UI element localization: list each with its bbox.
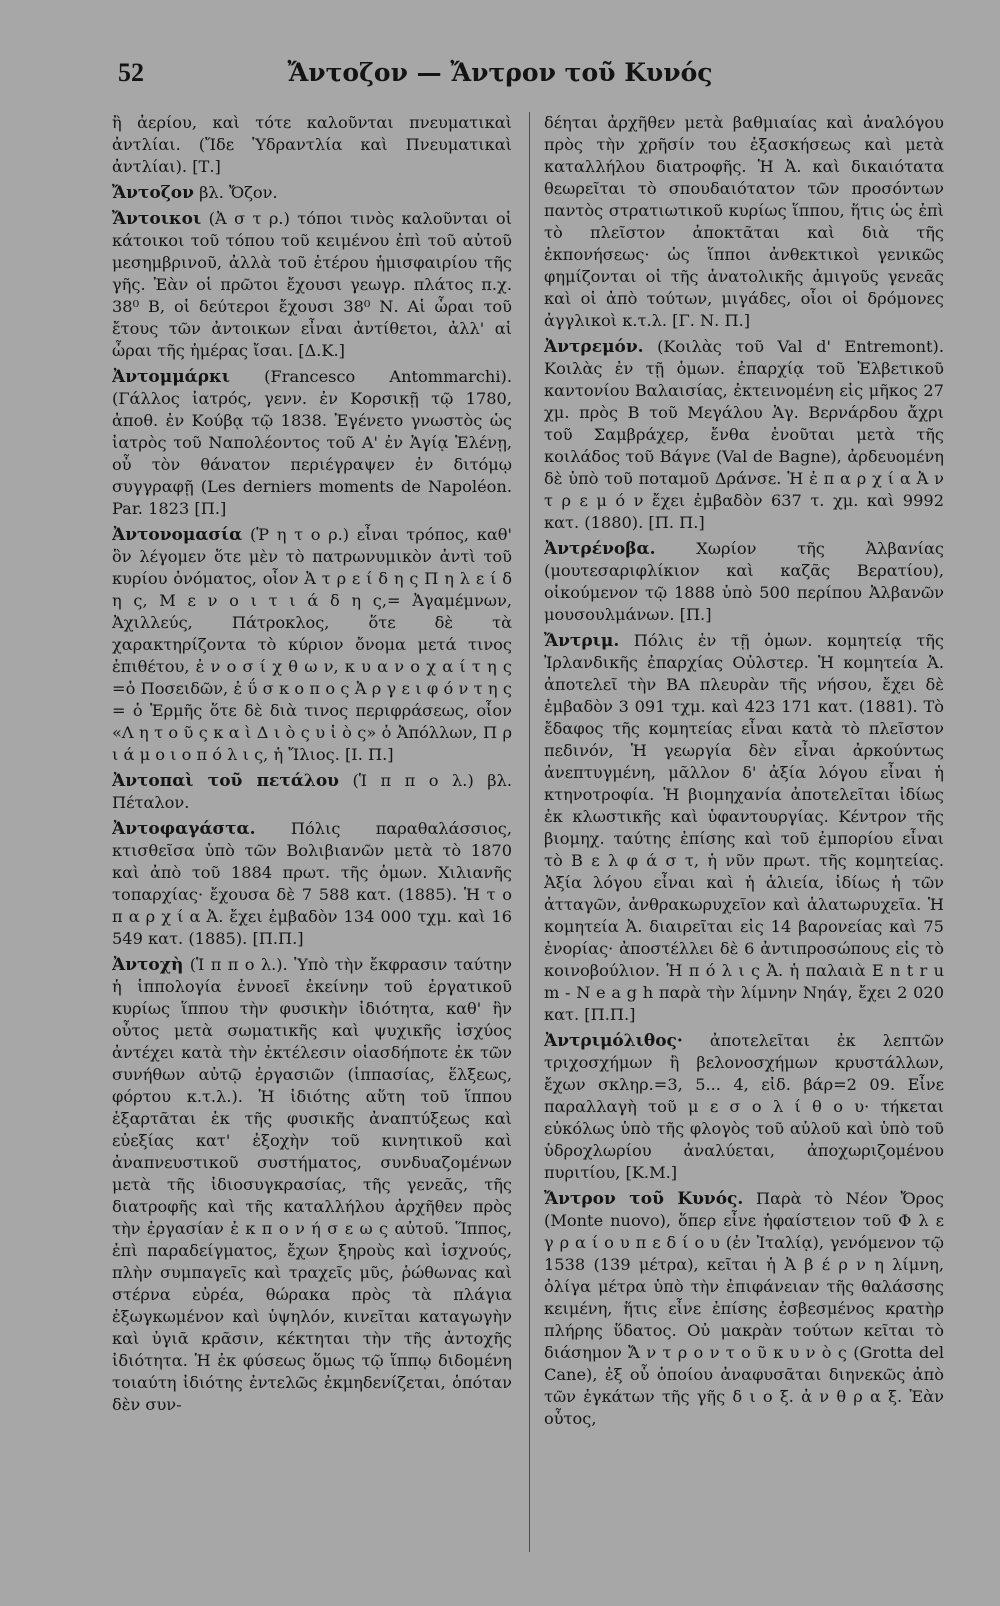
entry-text: βλ. Ὄζον. xyxy=(199,183,278,202)
entry-headword: Ἄντρον τοῦ Κυνός. xyxy=(544,1189,744,1209)
dictionary-entry xyxy=(112,954,512,1416)
running-head: Ἄντοζον — Ἄντρον τοῦ Κυνός xyxy=(287,58,713,87)
dictionary-entry xyxy=(544,630,944,1026)
entry-continuation xyxy=(112,112,512,178)
dictionary-entry xyxy=(112,770,512,814)
page-header xyxy=(0,48,1000,96)
entry-text: (Francesco Antommarchi). (Γάλλος ἰατρός, γενν. ἐν Κορσικῇ τῷ 1780, ἀποθ. ἐν Κούβᾳ τῷ 1838. Ἐγένετο γνωστὸς ὡς ἰατρὸς τοῦ Ναπολέοντος τοῦ Α' ἐν Ἁγίᾳ Ἑλένῃ, οὗ τὸν θάνατον περιέγραψεν ἐν διτόμῳ συγγραφῇ (Les derniers moments de Napoléon. Par. 1823 [Π.] xyxy=(112,367,512,518)
dictionary-entry xyxy=(112,182,512,204)
entry-headword: Ἀντριμόλιθος· xyxy=(544,1031,683,1051)
entry-headword: Ἀντοχὴ xyxy=(112,955,184,975)
entry-headword: Ἀντρεμόν. xyxy=(544,337,644,357)
entry-text: ἀποτελεῖται ἐκ λεπτῶν τριχοσχήμων ἢ βελονοσχήμων κρυστάλλων, ἔχων σκληρ.=3, 5... 4, εἰδ. βάρ=2 09. Εἶνε παραλλαγὴ τοῦ μ ε σ ο λ ί θ ο υ· τήκεται εὐκόλως ὑπὸ τῆς φλογὸς τοῦ αὐλοῦ καὶ ὑπὸ τοῦ ὑδροχλωρίου ἀναλύεται, ἀποχωριζομένου πυριτίου, [Κ.Μ.] xyxy=(544,1031,944,1182)
entry-headword: Ἀντρένοβα. xyxy=(544,539,656,559)
entry-text: (Ἱ π π ο λ.) βλ. Πέταλον. xyxy=(112,771,512,812)
left-column xyxy=(112,112,512,1552)
dictionary-entry xyxy=(112,366,512,520)
entry-headword: Ἀντομμάρκι xyxy=(112,367,231,387)
entry-text: (Ἀ σ τ ρ.) τόποι τινὸς καλοῦνται οἱ κάτοικοι τοῦ τόπου τοῦ κειμένου ἐπὶ τοῦ αὐτοῦ μεσημβρινοῦ, ἀλλὰ τοῦ ἑτέρου ἡμισφαιρίου τῆς γῆς. Ἐὰν οἱ πρῶτοι ἔχουσι γεωγρ. πλάτος π.χ. 38⁰ Β, οἱ δεύτεροι ἔχουσι 38⁰ Ν. Αἱ ὧραι τοῦ ἔτους τῶν ἀντοικων εἶναι ἀντίθετοι, ἀλλ' αἱ ὧραι τῆς ἡμέρας ἴσαι. [Δ.Κ.] xyxy=(112,209,512,360)
page-number: 52 xyxy=(118,58,144,87)
entry-continuation xyxy=(544,112,944,332)
entry-headword: Ἀντονομασία xyxy=(112,525,243,545)
entry-text: ἢ ἀερίου, καὶ τότε καλοῦνται πνευματικαὶ ἀντλίαι. (Ἴδε Ὑδραντλία καὶ Πνευματικαὶ ἀντλίαι). [Τ.] xyxy=(112,113,512,176)
entry-text: Πόλις παραθαλάσσιος, κτισθεῖσα ὑπὸ τῶν Βολιβιανῶν μετὰ τὸ 1870 καὶ ἀπὸ τοῦ 1884 πρωτ. τῆς ὁμων. Χιλιανῆς τοπαρχίας· ἔχουσα δὲ 7 588 κατ. (1885). Ἡ τ ο π α ρ χ ί α Ἀ. ἔχει ἐμβαδὸν 134 000 τχμ. καὶ 16 549 κατ. (1885). [Π.Π.] xyxy=(112,819,512,948)
dictionary-entry xyxy=(544,1188,944,1430)
entry-text: Πόλις ἐν τῇ ὁμων. κομητείᾳ τῆς Ἰρλανδικῆς ἐπαρχίας Οὐλστερ. Ἡ κομητεία Ἀ. ἀποτελεῖ τὴν ΒΑ πλευρὰν τῆς νήσου, ἔχει δὲ ἐμβαδὸν 3 091 τχμ. καὶ 423 171 κατ. (1881). Τὸ ἔδαφος τῆς κομητείας εἶναι κατὰ τὸ πλεῖστον πεδινόν, Ἡ γεωργία δὲν εἶναι ἀρκούντως ἀνεπτυγμένη, μᾶλλον δ' ἀξία λόγου εἶναι ἡ κτηνοτροφία. Ἡ βιομηχανία ἀποτελεῖται ἰδίως ἐκ κλωστικῆς καὶ ὑφαντουργίας. Κέντρον τῆς βιομηχ. ταύτης ἐπίσης καὶ τοῦ ἐμπορίου εἶναι τὸ Β ε λ φ ά σ τ, ἡ νῦν πρωτ. τῆς κομητείας. Ἀξία λόγου εἶναι καὶ ἡ ἁλιεία, ἰδίως ἡ τῶν ἀτταγῶν, ἀνθρακωρυχεῖον καὶ ἁλατωρυχεῖα. Ἡ κομητεία Ἀ. διαιρεῖται εἰς 14 βαρονείας καὶ 75 ἐνορίας· ἀποστέλλει δὲ 6 ἀντιπροσώπους εἰς τὸ κοινοβούλιον. Ἡ π ό λ ι ς Ἀ. ἡ παλαιὰ E n t r u m - N e a g h παρὰ τὴν λίμνην Νηάγ, ἔχει 2 020 κατ. [Π.Π.] xyxy=(544,631,944,1024)
dictionary-entry xyxy=(544,538,944,626)
dictionary-entry xyxy=(112,818,512,950)
right-column xyxy=(544,112,944,1542)
entry-headword: Ἄντοζον xyxy=(112,183,194,203)
dictionary-entry xyxy=(112,208,512,362)
column-divider xyxy=(529,112,530,1552)
entry-text: (Ἱ π π ο λ.). Ὑπὸ τὴν ἔκφρασιν ταύτην ἡ ἱππολογία ἐννοεῖ ἐκείνην τοῦ ἐργατικοῦ κυρίως ἵππου τὴν φυσικὴν ἰδιότητα, καθ' ἣν οὗτος μετὰ σωματικῆς καὶ ψυχικῆς ἰσχύος ἀντέχει κατὰ τὴν ἐκτέλεσιν οἱασδήποτε ἐκ τῶν συνήθων αὐτῷ ἐργασιῶν (ἱππασίας, ἕλξεως, φόρτου κ.τ.λ.). Ἡ ἰδιότης αὕτη τοῦ ἵππου ἐξαρτᾶται ἐκ τῆς φυσικῆς ἀναπτύξεως καὶ εὐεξίας κατ' ἐξοχὴν τοῦ κινητικοῦ καὶ ἀναπνευστικοῦ συστήματος, συνδυαζομένων μετὰ τῆς ἰδιοσυγκρασίας, τῆς γενεᾶς, τῆς διατροφῆς καὶ τῆς καταλλήλου ἀρχῆθεν πρὸς τὴν ἐργασίαν ἐ κ π ο ν ή σ ε ω ς αὐτοῦ. Ἵππος, ἐπὶ παραδείγματος, ἔχων ξηροὺς καὶ ἰσχνούς, πλὴν συμπαγεῖς καὶ τραχεῖς μῦς, ῥώθωνας καὶ στέρνα εὐρέα, θώρακα πρὸς τὰ πλάγια ἐξωγκωμένον καὶ ὑψηλόν, κινεῖται καταγωγὴν καὶ ὑγιᾶ κρᾶσιν, κέκτηται τὴν τῆς ἀντοχῆς ἰδιότητα. Ἡ ἐκ φύσεως ὅμως τῷ ἵππῳ διδομένη τοιαύτη ἰδιότης ἐντελῶς ἐκμηδενίζεται, ὁπόταν δὲν συν- xyxy=(112,955,512,1414)
dictionary-entry xyxy=(544,336,944,534)
entry-text: (Κοιλὰς τοῦ Val d' Entremont). Κοιλὰς ἐν τῇ ὁμων. ἐπαρχίᾳ τοῦ Ἑλβετικοῦ καντονίου Βαλαισίας, ἐκτεινομένη εἰς μῆκος 27 χμ. πρὸς Β τοῦ Μεγάλου Ἁγ. Βερνάρδου ἄχρι τοῦ Σαμβράχερ, ἔνθα ἑνοῦται μετὰ τῆς κοιλάδος τοῦ Βάγνε (Val de Bagne), ἀρδευομένη δὲ ὑπὸ τοῦ ποταμοῦ Δράνσε. Ἡ ἐ π α ρ χ ί α Ἀ ν τ ρ ε μ ό ν ἔχει ἐμβαδὸν 637 τ. χμ. καὶ 9992 κατ. (1880). [Π. Π.] xyxy=(544,337,944,532)
dictionary-entry xyxy=(544,1030,944,1184)
entry-text: δέηται ἀρχῆθεν μετὰ βαθμιαίας καὶ ἀναλόγου πρὸς τὴν χρῆσίν του ἐξασκήσεως καὶ μετὰ καταλλήλου διατροφῆς. Ἡ Ἀ. καὶ δικαιότατα θεωρεῖται τὸ σπουδαιότατον τῶν προσόντων παντὸς στρατιωτικοῦ κυρίως ἵππου, ἥτις ὡς ἐπὶ τὸ πλεῖστον ἀποκτᾶται καὶ διὰ τῆς ἐκπονήσεως· ὡς ἵπποι ἀνθεκτικοὶ γενικῶς φημίζονται οἱ τῆς ἀνατολικῆς ἀμιγοῦς γενεᾶς καὶ οἱ ἀπὸ τούτων, μιγάδες, οἷοι οἱ δρόμονες ἀγγλικοὶ κ.τ.λ. [Γ. Ν. Π.] xyxy=(544,113,944,330)
entry-text: Παρὰ τὸ Νέον Ὄρος (Monte nuovo), ὅπερ εἶνε ἡφαίστειον τοῦ Φ λ ε γ ρ α ί ο υ π ε δ ί ο υ (ἐν Ἰταλίᾳ), γενόμενον τῷ 1538 (139 μέτρα), κεῖται ἡ Ἀ β έ ρ ν η λίμνη, ὀλίγα μέτρα ὑπὸ τὴν ἐπιφάνειαν τῆς θαλάσσης κειμένη, ἥτις εἶνε ἐπίσης ἐσβεσμένος κρατὴρ πλήρης ὕδατος. Οὐ μακρὰν τούτων κεῖται τὸ διάσημον Ἄ ν τ ρ ο ν τ ο ῦ κ υ ν ὸ ς (Grotta del Cane), ἐξ οὗ ὁποίου ἀναφυσᾶται διηνεκῶς ἀπὸ τῶν ἐγκάτων τῆς γῆς δ ι ο ξ. ἀ ν θ ρ α ξ. Ἐὰν οὗτος, xyxy=(544,1189,944,1428)
entry-text: (Ῥ η τ ο ρ.) εἶναι τρόπος, καθ' ὃν λέγομεν ὅτε μὲν τὸ πατρωνυμικὸν ἀντὶ τοῦ κυρίου ὀνόματος, οἷον Ἀ τ ρ ε ί δ η ς Π η λ ε ί δ η ς, Μ ε ν ο ι τ ι ά δ η ς,= Ἀγαμέμνων, Ἀχιλλεύς, Πάτροκλος, ὅτε δὲ τὰ χαρακτηρίζοντα τὸ κύριον ὄνομα μετά τινος ἐπιθέτου, ἐ ν ο σ ί χ θ ω ν, κ υ α ν ο χ α ί τ η ς =ὁ Ποσειδῶν, ἐ ΰ σ κ ο π ο ς Ἀ ρ γ ε ι φ ό ν τ η ς = ὁ Ἑρμῆς ὅτε δὲ διὰ τινος περιφράσεως, οἷον «Λ η τ ο ῦ ς κ α ὶ Δ ι ὸ ς υ ἱ ὸ ς» ὁ Ἀπόλλων, Π ρ ι ά μ ο ι ο π ό λ ι ς, ἡ Ἴλιος. [Ι. Π.] xyxy=(112,525,512,764)
entry-headword: Ἄντριμ. xyxy=(544,631,620,651)
entry-headword: Ἀντοφαγάστα. xyxy=(112,819,256,839)
entry-text: Χωρίον τῆς Ἀλβανίας (μουτεσαριφλίκιον καὶ καζᾶς Βερατίου), οἰκούμενον τῷ 1888 ὑπὸ 500 περίπου Ἀλβανῶν μουσουλμάνων. [Π.] xyxy=(544,539,944,624)
dictionary-entry xyxy=(112,524,512,766)
entry-headword: Ἀντοπαὶ τοῦ πετάλου xyxy=(112,771,339,791)
entry-headword: Ἄντοικοι xyxy=(112,209,202,229)
